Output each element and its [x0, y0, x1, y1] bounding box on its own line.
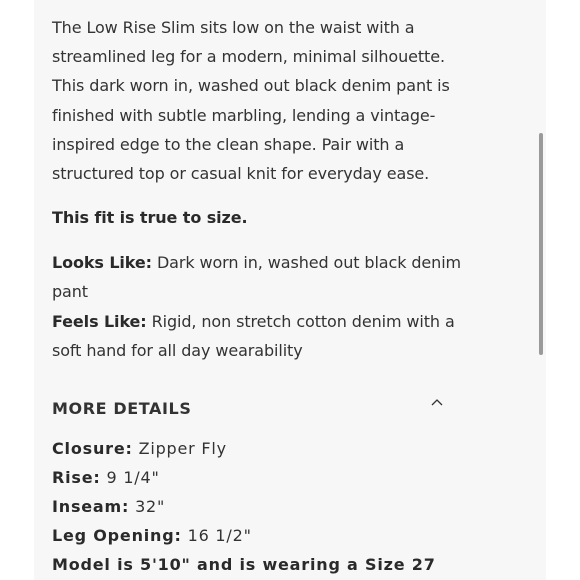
looks-like-value: Dark worn in, washed out black denim pant [52, 253, 462, 302]
looks-like-line [52, 253, 461, 301]
detail-row-closure [52, 434, 436, 463]
chevron-up-icon[interactable] [430, 396, 444, 408]
looks-feels-block [52, 248, 462, 365]
detail-label: Model is 5'10" and is wearing a Size 27 [52, 555, 436, 574]
detail-label: Leg Opening: [52, 526, 182, 545]
feels-like-line [52, 312, 455, 360]
scrollbar-thumb[interactable] [539, 133, 543, 355]
more-details-title: MORE DETAILS [52, 399, 192, 418]
detail-value: 9 1/4" [100, 468, 160, 487]
detail-value: Zipper Fly [132, 439, 227, 458]
detail-label: Inseam: [52, 497, 130, 516]
detail-label: Closure: [52, 439, 133, 458]
product-description-section [52, 13, 462, 365]
detail-row-leg-opening [52, 521, 436, 550]
more-details-toggle[interactable] [52, 396, 444, 422]
more-details-list [52, 434, 436, 579]
detail-label: Rise: [52, 468, 101, 487]
product-description: The Low Rise Slim sits low on the waist with a streamlined leg for a modern, minimal silhouette. This dark worn in, washed out black denim pant is finished with subtle marbling, lending a vintage-inspired edge to the clean shape. Pair with a structured top or casual knit for everyday ease. [52, 18, 450, 184]
detail-value: 16 1/2" [181, 526, 252, 545]
detail-row-rise [52, 463, 436, 492]
fit-note: This fit is true to size. [52, 208, 248, 228]
feels-like-label: Feels Like: [52, 311, 147, 331]
detail-value: 32" [129, 497, 166, 516]
feels-like-value: Rigid, non stretch cotton denim with a soft hand for all day wearability [52, 311, 455, 360]
detail-row-model-size [52, 550, 436, 579]
detail-row-inseam [52, 492, 436, 521]
looks-like-label: Looks Like: [52, 253, 152, 273]
